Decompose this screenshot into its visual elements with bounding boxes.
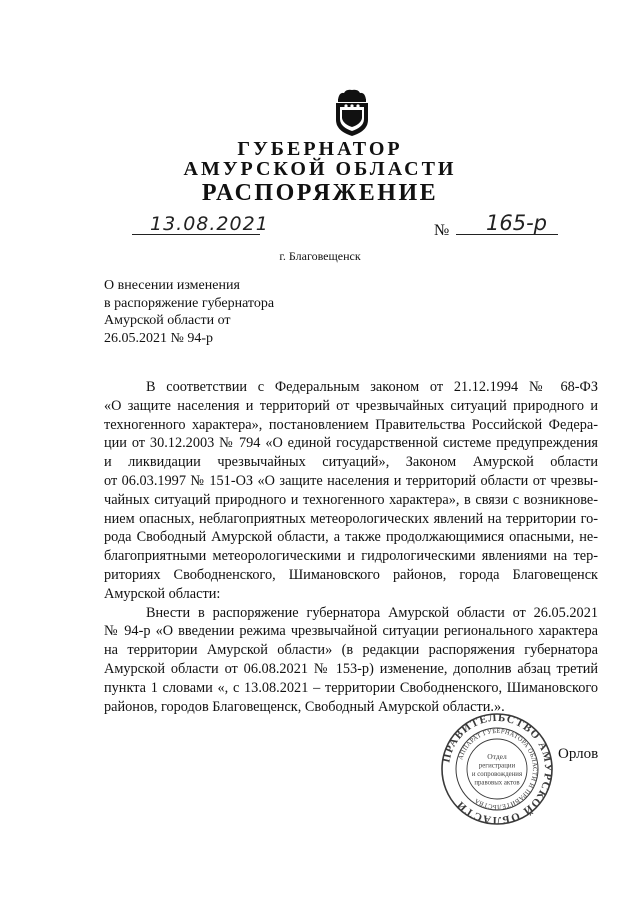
- number-sign: №: [434, 222, 450, 239]
- body-text-line: чайных ситуаций природного и техногенного характера», в связи с возникнове-: [104, 491, 598, 508]
- document-type-title: РАСПОРЯЖЕНИЕ: [201, 180, 439, 206]
- stamp-center-line: правовых актов: [474, 779, 520, 787]
- subject-line: О внесении изменения: [104, 278, 240, 293]
- body-text-line: районов, городов Благовещенск, Свободный Амурской области.».: [104, 698, 505, 715]
- document-body: [104, 378, 598, 716]
- signature-name: Орлов: [558, 746, 599, 762]
- official-seal-stamp: [440, 712, 554, 826]
- body-text-line: благоприятными метеорологическими и гидрологическими явлениями на тер-: [104, 548, 598, 565]
- stamp-center-line: Отдел: [487, 752, 507, 761]
- body-text-line: рода Свободный Амурской области, а также продолжающимися опасными, не-: [104, 529, 598, 546]
- body-text-line: на территории Амурской области» (в редакции распоряжения губернатора: [104, 642, 598, 659]
- document-subject: [104, 277, 274, 347]
- body-text-line: ции от 30.12.2003 № 794 «О единой государственной системе предупреждения: [104, 435, 598, 452]
- body-text-line: нием опасных, неблагоприятных метеорологических явлений на территории го-: [104, 510, 598, 527]
- document-number: 165-р: [486, 211, 547, 235]
- stamp-outer-text: ПРАВИТЕЛЬСТВО АМУРСКОЙ ОБЛАСТИ: [440, 712, 554, 826]
- body-text-line: № 94-р «О введении режима чрезвычайной ситуации регионального характера: [104, 623, 598, 640]
- subject-line: Амурской области от: [104, 313, 231, 328]
- body-text-line: «О защите населения и территорий от чрезвычайных ситуаций природного и: [104, 397, 598, 414]
- body-text-line: пункта 1 словами «, с 13.08.2021 – территории Свободненского, Шимановского: [104, 679, 598, 696]
- body-text-line: и ликвидации чрезвычайных ситуаций», Законом Амурской области: [104, 454, 598, 471]
- document-city: г. Благовещенск: [279, 249, 361, 263]
- body-text-line: В соответствии с Федеральным законом от 21.12.1994 № 68-ФЗ: [146, 379, 598, 395]
- header-region: АМУРСКОЙ ОБЛАСТИ: [183, 158, 457, 180]
- stamp-center-line: регистрации: [478, 762, 516, 770]
- body-text-line: от 06.03.1997 № 151-ОЗ «О защите населения и территорий области от чрезвы-: [104, 472, 598, 489]
- body-text-line: риториях Свободненского, Шимановского районов, города Благовещенск: [104, 566, 598, 583]
- header-governor: ГУБЕРНАТОР: [237, 138, 403, 160]
- body-text-line: Амурской области от 06.08.2021 № 153-р) изменение, дополнив абзац третий: [104, 660, 598, 677]
- coat-of-arms-icon: [326, 86, 378, 138]
- document-date: 13.08.2021: [150, 213, 269, 235]
- stamp-center-line: и сопровождения: [471, 771, 523, 778]
- subject-line: 26.05.2021 № 94-р: [104, 330, 214, 346]
- stamp-inner-text: АППАРАТ ГУБЕРНАТОРА ОБЛАСТИ И ПРАВИТЕЛЬСТВА: [457, 727, 539, 811]
- body-text-line: Амурской области:: [104, 585, 221, 602]
- subject-line: в распоряжение губернатора: [104, 295, 275, 311]
- body-text-line: техногенного характера», постановлением Правительства Российской Федера-: [104, 416, 598, 433]
- body-text-line: Внести в распоряжение губернатора Амурской области от 26.05.2021: [146, 604, 598, 621]
